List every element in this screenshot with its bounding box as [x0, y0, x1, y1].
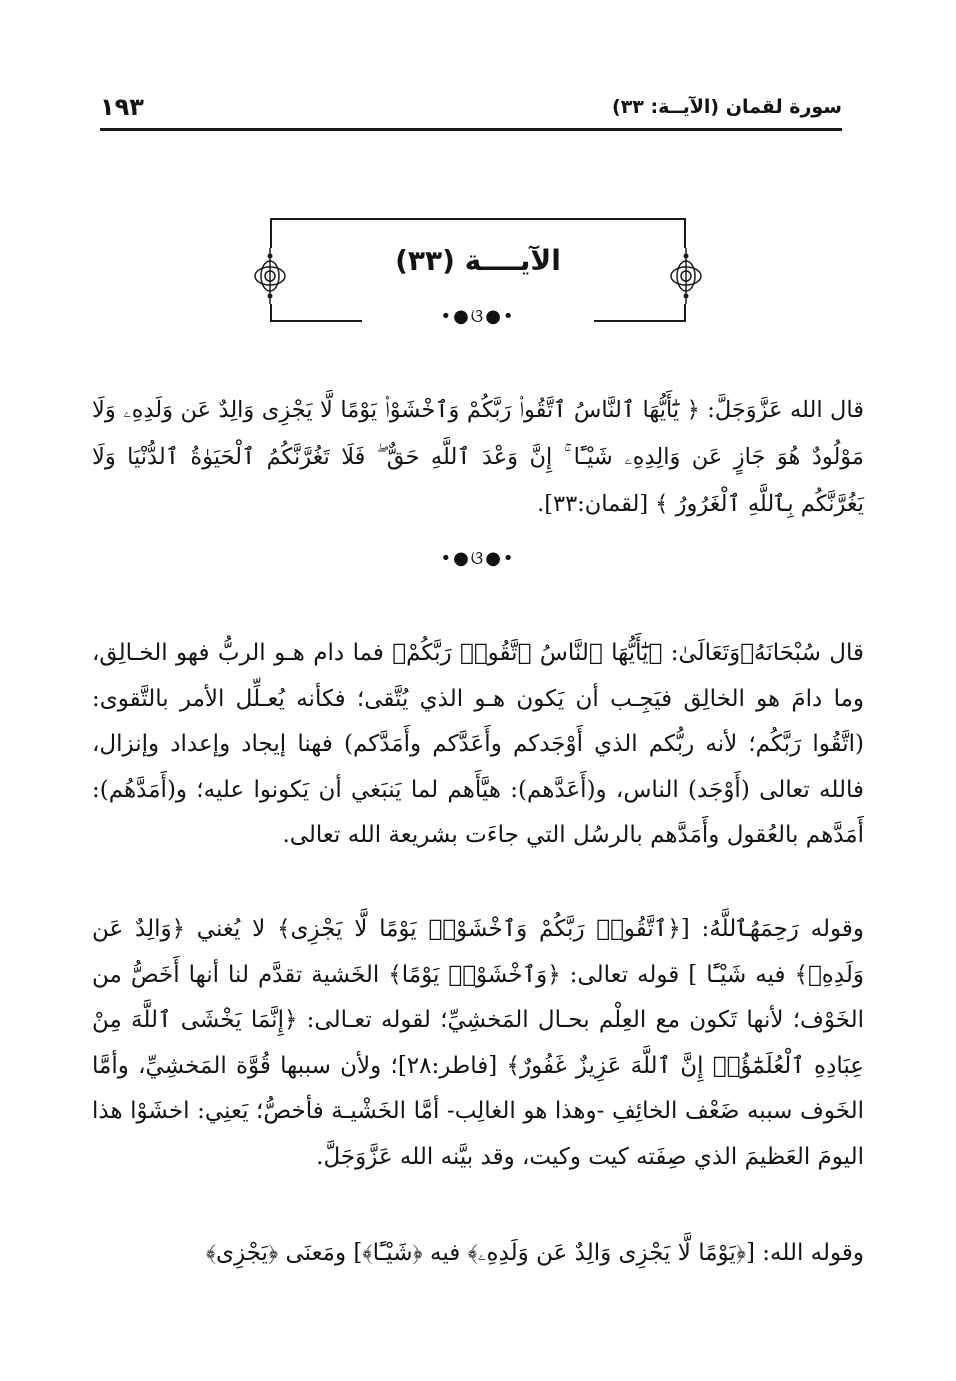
divider-ornament: •●ଓ●• — [440, 548, 516, 569]
header-rule — [100, 128, 842, 131]
commentary-paragraph: وقوله الله: [﴿يَوْمًا لَّا يَجْزِى وَالِدٌ عَن وَلَدِهِۦ﴾ فيه ﴿شَيْـًٔا﴾] ومَعنَى ﴿يَجْزِى﴾ — [205, 1240, 864, 1266]
commentary-paragraph: وقوله رَحِمَهُٱللَّهُ: [﴿ٱتَّقُوا۟ رَبَّكُمْ وَٱخْشَوْا۟ يَوْمًا لَّا يَجْزِى﴾ لا يُغني ﴿وَالِدٌ عَن وَلَدِهِۦ﴾ فيه شَيْـًٔا ] قوله تعالى: ﴿وَٱخْشَوْا۟ يَوْمًا﴾ الخَشية تقدَّم لنا أنها أَخَصُّ من الخَوْف؛ لأنها تَكون مع العِلْم بحـال المَخشِيِّ؛ لقوله تعـالى: ﴿إِنَّمَا يَخْشَى ٱللَّهَ مِنْ عِبَادِهِ ٱلْعُلَمَٰٓؤُا۟ إِنَّ ٱللَّهَ عَزِيزٌ غَفُورٌ﴾ [فاطر:٢٨]؛ ولأن سببها قُوَّة المَخشِيِّ، وأمَّا الخَوف سببه ضَعْف الخائِفِ -وهذا هو الغالِب- أمَّا الخَشْيـة فأخصُّ؛ يَعنِي: اخشَوْا هذا اليومَ العَظيمَ الذي صِفَته كيت وكيت، وقد بيَّنه الله عَزَّوَجَلَّ. — [92, 916, 864, 1170]
verse-paragraph: قال الله عَزَّوَجَلَّ: ﴿ يَٰٓأَيُّهَا ٱلنَّاسُ ٱتَّقُوا۟ رَبَّكُمْ وَٱخْشَوْا۟ يَوْمًا لَّا يَجْزِى وَالِدٌ عَن وَلَدِهِۦ وَلَا مَوْلُودٌ هُوَ جَازٍ عَن وَالِدِهِۦ شَيْـًٔا ۚ إِنَّ وَعْدَ ٱللَّهِ حَقٌّ ۖ فَلَا تَغُرَّنَّكُمُ ٱلْحَيَوٰةُ ٱلدُّنْيَا وَلَا يَغُرَّنَّكُم بِٱللَّهِ ٱلْغَرُورُ ﴾ [لقمان:٣٣]. — [92, 396, 864, 517]
commentary-paragraph: قال سُبْحَانَهُۥوَتَعَالَىٰ: ﴿يَٰٓأَيُّهَا ٱلنَّاسُ ٱتَّقُوا۟ رَبَّكُمْ﴾ فما دام هـو الربُّ فهو الخـالِق، وما دامَ هو الخالِق فيَجِـب أن يَكون هـو الذي يُتَّقى؛ فكأنه يُعـلِّل الأمر بالتَّقوى: (اتَّقُوا رَبَّكُم؛ لأنه ربُّكم الذي أَوْجَدكم وأَعَدَّكم وأَمَدَّكم) فهنا إيجاد وإعداد وإنزال، فالله تعالى (أَوْجَد) الناس، و(أَعَدَّهم): هيَّأَهم لما يَنبَغي أن يَكونوا عليه؛ و(أَمَدَّهُم): أَمَدَّهم بالعُقول وأَمَدَّهم بالرسُل التي جاءَت بشريعة الله تعالى. — [92, 640, 864, 848]
ayah-heading: الآيــــة (٣٣) — [395, 244, 561, 277]
running-header — [100, 92, 842, 128]
title-ornament: •●ଓ●• — [440, 306, 516, 327]
page-number: ١٩٣ — [100, 93, 144, 121]
surah-title: سورة لقمان (الآيــة: ٣٣) — [612, 96, 842, 118]
frame-top-line — [270, 218, 686, 220]
